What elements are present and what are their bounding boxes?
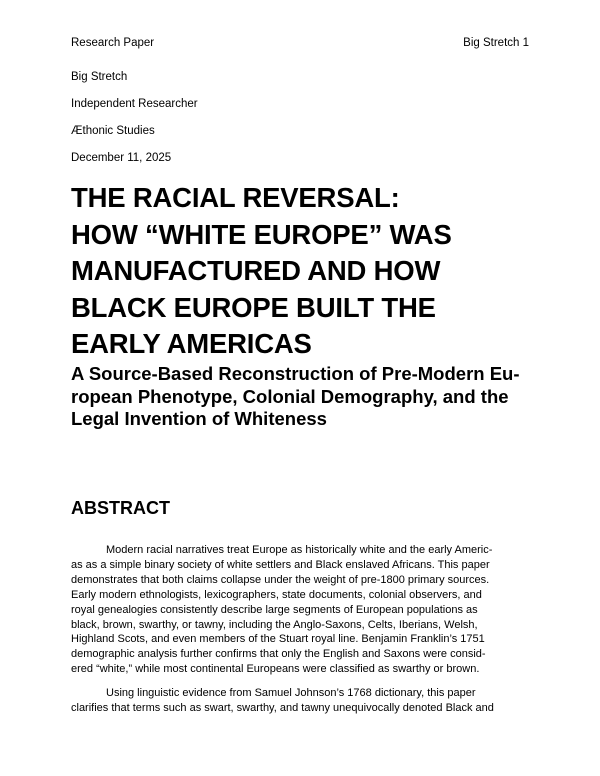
abstract-paragraph (71, 686, 531, 716)
paragraph-line: demonstrates that both claims collapse under the weight of pre-1800 primary sources. (71, 573, 490, 586)
title-line: HOW “WHITE EUROPE” WAS (71, 218, 452, 250)
paragraph-line: demographic analysis further confirms that only the English and Saxons were consid- (71, 648, 486, 661)
author-affiliation: Independent Researcher (71, 98, 198, 110)
paper-date: December 11, 2025 (71, 152, 172, 164)
paragraph-line: Early modern ethnologists, lexicographers, state documents, colonial observers, and (71, 588, 482, 601)
paper-subtitle (71, 363, 541, 431)
paragraph-line: ered “white,” while most continental Europeans were classified as swarthy or brown. (71, 663, 480, 676)
author-block (71, 70, 531, 178)
subtitle-line: Legal Invention of Whiteness (71, 408, 327, 429)
abstract-body (71, 543, 531, 716)
paragraph-line: as as a simple binary society of white settlers and Black enslaved Africans. This paper (71, 558, 490, 571)
subtitle-line: ropean Phenotype, Colonial Demography, and the (71, 385, 509, 407)
abstract-paragraph (71, 543, 531, 677)
paragraph-line: Highland Scots, and even members of the Stuart royal line. Benjamin Franklin’s 1751 (71, 633, 485, 646)
paragraph-line: black, brown, swarthy, or tawny, including the Anglo-Saxons, Celts, Iberians, Welsh, (71, 618, 478, 631)
paragraph-line: clarifies that terms such as swart, swarthy, and tawny unequivocally denoted Black and (71, 702, 494, 715)
abstract-heading: ABSTRACT (71, 498, 170, 518)
paragraph-line: Using linguistic evidence from Samuel Johnson’s 1768 dictionary, this paper (106, 687, 476, 700)
title-line: EARLY AMERICAS (71, 328, 312, 359)
running-head-right: Big Stretch 1 (463, 37, 529, 49)
title-line: THE RACIAL REVERSAL: (71, 182, 400, 213)
author-department: Æthonic Studies (71, 125, 155, 137)
author-name: Big Stretch (71, 71, 128, 83)
title-line: BLACK EUROPE BUILT THE (71, 291, 436, 323)
paragraph-line: Modern racial narratives treat Europe as historically white and the early Americ- (106, 544, 493, 556)
subtitle-line: A Source-Based Reconstruction of Pre-Modern Eu- (71, 363, 520, 384)
running-head (71, 36, 529, 50)
paper-title (71, 180, 541, 363)
running-head-left: Research Paper (71, 37, 155, 49)
paragraph-line: royal genealogies consistently describe large segments of European populations as (71, 603, 478, 616)
title-line: MANUFACTURED AND HOW (71, 255, 441, 286)
